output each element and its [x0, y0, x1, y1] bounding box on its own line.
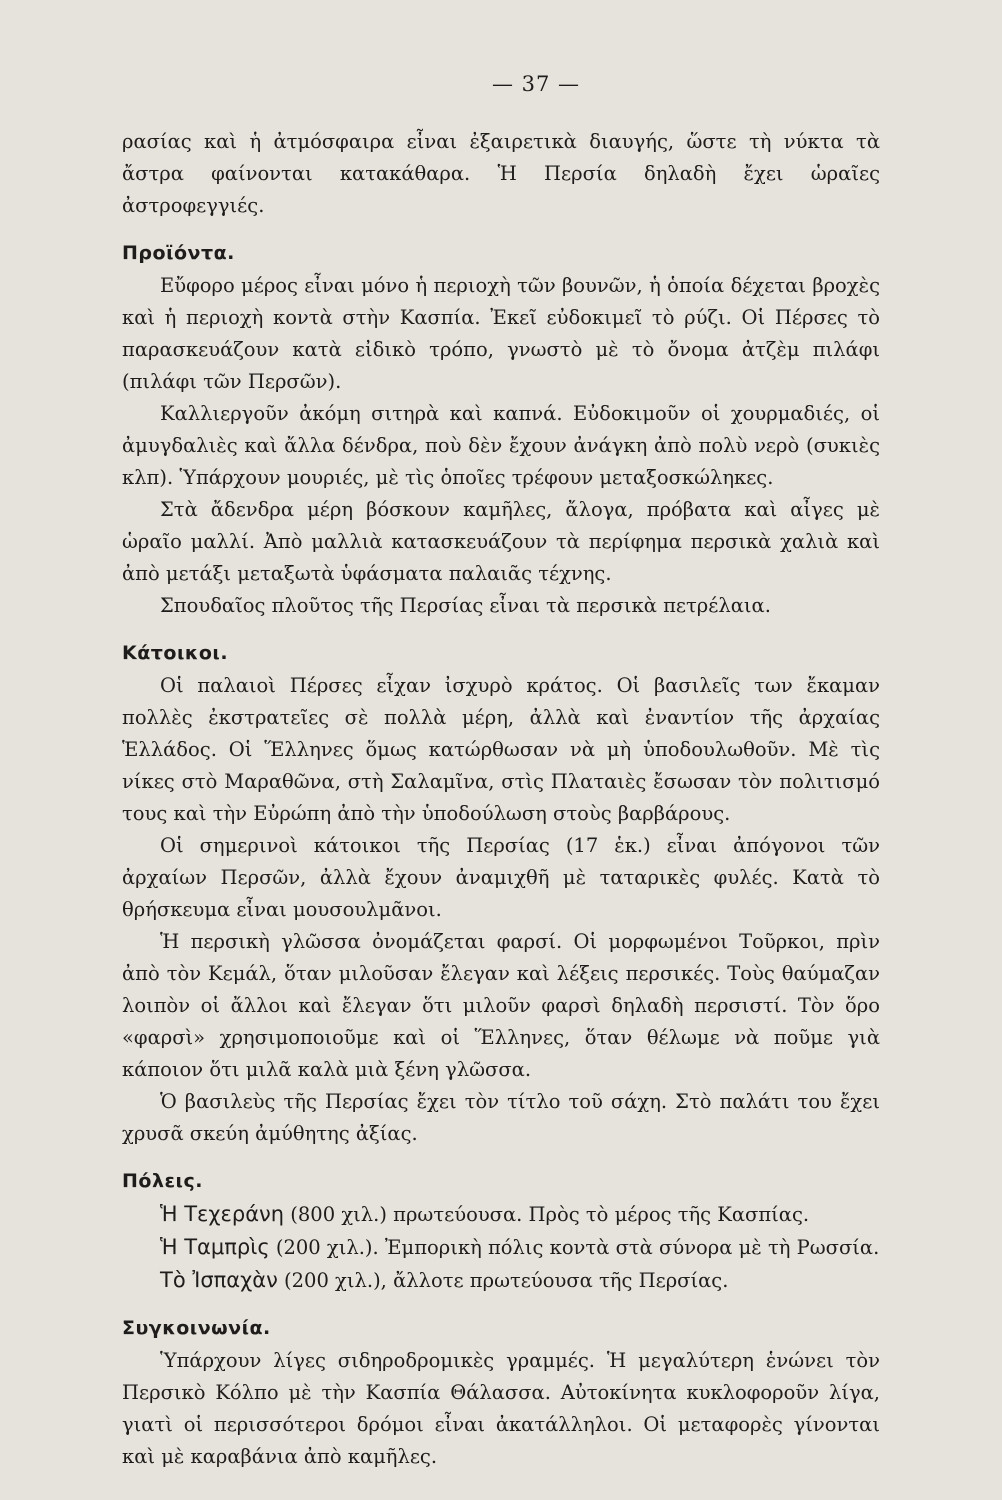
city-detail: (800 χιλ.) πρωτεύουσα. Πρὸς τὸ μέρος τῆς Κασπίας.	[290, 1203, 810, 1226]
city-detail: (200 χιλ.). Ἐμπορικὴ πόλις κοντὰ στὰ σύνορα μὲ τὴ Ρωσσία.	[275, 1236, 880, 1259]
city-name: Ἡ Ταμπρὶς	[160, 1235, 270, 1259]
page-number: — 37 —	[491, 72, 581, 96]
paragraph: Στὰ ἄδενδρα μέρη βόσκουν καμῆλες, ἄλογα, πρόβατα καὶ αἶγες μὲ ὡραῖο μαλλί. Ἀπὸ μαλλιὰ κατασκευάζουν τὰ περίφημα περσικὰ χαλιὰ καὶ ἀπὸ μετάξι μεταξωτὰ ὑφάσματα παλαιᾶς τέχνης.	[122, 498, 880, 585]
city-name: Ἡ Τεχεράνη	[160, 1202, 285, 1226]
city-entry	[122, 1231, 880, 1264]
section-heading-products: Προϊόντα.	[122, 242, 235, 264]
section-heading-inhabitants: Κάτοικοι.	[122, 642, 229, 664]
paragraph: Ὁ βασιλεὺς τῆς Περσίας ἔχει τὸν τίτλο τοῦ σάχη. Στὸ παλάτι του ἔχει χρυσᾶ σκεύη ἀμύθητης ἀξίας.	[122, 1090, 880, 1145]
city-detail: (200 χιλ.), ἄλλοτε πρωτεύουσα τῆς Περσίας.	[284, 1269, 729, 1292]
section-heading-cities: Πόλεις.	[122, 1170, 203, 1192]
paragraph: Οἱ σημερινοὶ κάτοικοι τῆς Περσίας (17 ἑκ.) εἶναι ἀπόγονοι τῶν ἀρχαίων Περσῶν, ἀλλὰ ἔχουν ἀναμιχθῆ μὲ ταταρικὲς φυλές. Κατὰ τὸ θρήσκευμα εἶναι μουσουλμᾶνοι.	[122, 834, 880, 921]
paragraph: Σπουδαῖος πλοῦτος τῆς Περσίας εἶναι τὰ περσικὰ πετρέλαια.	[160, 594, 771, 617]
intro-paragraph: ρασίας καὶ ἡ ἀτμόσφαιρα εἶναι ἐξαιρετικὰ διαυγής, ὥστε τὴ νύκτα τὰ ἄστρα φαίνονται κατακάθαρα. Ἡ Περσία δηλαδὴ ἔχει ὡραῖες ἀστροφεγγιές.	[122, 130, 880, 217]
city-name: Τὸ Ἰσπαχὰν	[160, 1268, 278, 1292]
paragraph: Ἡ περσικὴ γλῶσσα ὀνομάζεται φαρσί. Οἱ μορφωμένοι Τοῦρκοι, πρὶν ἀπὸ τὸν Κεμάλ, ὅταν μιλοῦσαν ἔλεγαν καὶ λέξεις περσικές. Τοὺς θαύμαζαν λοιπὸν οἱ ἄλλοι καὶ ἔλεγαν ὅτι μιλοῦν φαρσὶ δηλαδὴ περσιστί. Τὸν ὅρο «φαρσὶ» χρησιμοποιοῦμε καὶ οἱ Ἕλληνες, ὅταν θέλωμε νὰ ποῦμε γιὰ κάποιον ὅτι μιλᾶ καλὰ μιὰ ξένη γλῶσσα.	[122, 930, 880, 1081]
paragraph: Εὔφορο μέρος εἶναι μόνο ἡ περιοχὴ τῶν βουνῶν, ἡ ὁποία δέχεται βροχὲς καὶ ἡ περιοχὴ κοντὰ στὴν Κασπία. Ἐκεῖ εὐδοκιμεῖ τὸ ρύζι. Οἱ Πέρσες τὸ παρασκευάζουν κατὰ εἰδικὸ τρόπο, γνωστὸ μὲ τὸ ὄνομα ἀτζὲμ πιλάφι (πιλάφι τῶν Περσῶν).	[122, 274, 880, 393]
paragraph: Οἱ παλαιοὶ Πέρσες εἶχαν ἰσχυρὸ κράτος. Οἱ βασιλεῖς των ἔκαμαν πολλὲς ἐκστρατεῖες σὲ πολλὰ μέρη, ἀλλὰ καὶ ἐναντίον τῆς ἀρχαίας Ἑλλάδος. Οἱ Ἕλληνες ὅμως κατώρθωσαν νὰ μὴ ὑποδουλωθοῦν. Μὲ τὶς νίκες στὸ Μαραθῶνα, στὴ Σαλαμῖνα, στὶς Πλαταιὲς ἔσωσαν τὸν πολιτισμό τους καὶ τὴν Εὐρώπη ἀπὸ τὴν ὑποδούλωση στοὺς βαρβάρους.	[122, 674, 880, 825]
paragraph: Ὑπάρχουν λίγες σιδηροδρομικὲς γραμμές. Ἡ μεγαλύτερη ἑνώνει τὸν Περσικὸ Κόλπο μὲ τὴν Κασπία Θάλασσα. Αὐτοκίνητα κυκλοφοροῦν λίγα, γιατὶ οἱ περισσότεροι δρόμοι εἶναι ἀκατάλληλοι. Οἱ μεταφορὲς γίνονται καὶ μὲ καραβάνια ἀπὸ καμῆλες.	[122, 1349, 880, 1468]
city-entry	[122, 1264, 880, 1297]
section-heading-communication: Συγκοινωνία.	[122, 1317, 271, 1339]
city-entry	[122, 1198, 880, 1231]
paragraph: Καλλιεργοῦν ἀκόμη σιτηρὰ καὶ καπνά. Εὐδοκιμοῦν οἱ χουρμαδιές, οἱ ἀμυγδαλιὲς καὶ ἄλλα δένδρα, ποὺ δὲν ἔχουν ἀνάγκη ἀπὸ πολὺ νερὸ (συκιὲς κλπ). Ὑπάρχουν μουριές, μὲ τὶς ὁποῖες τρέφουν μεταξοσκώληκες.	[122, 402, 880, 489]
